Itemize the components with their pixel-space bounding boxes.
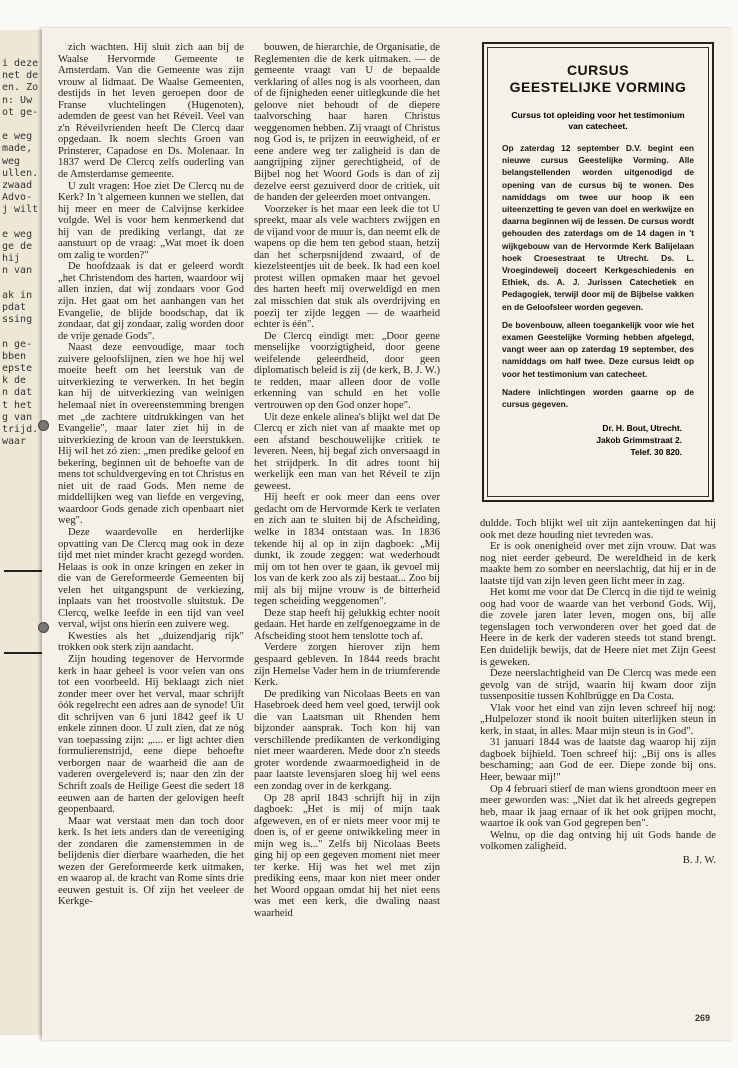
announcement-paragraph: Nadere inlichtingen worden gaarne op de cursus gegeven. (502, 386, 694, 410)
paragraph: Vlak voor het eind van zijn leven schreef hij nog: „Hulpelozer stond ik nooit buiten uiterlijken steun in kerk, in staat, in alles. Maar mijn steun is in God". (480, 702, 716, 737)
paragraph: Uit deze enkele alinea's blijkt wel dat De Clercq er zich niet van af maakte met op een afstand beschouwelijke critiek te leveren. Neen, hij begaf zich onversaagd in het strijdperk. In dit adres toont hij werkelijk een man van het Réveil te zijn geweest. (254, 411, 440, 492)
paragraph: Op 28 april 1843 schrijft hij in zijn dagboek: „Het is mij of mijn taak afgeweven, en of er niets meer voor mij te doen is, of er geene ontwikkeling meer in mijn weg is..." Zelfs bij Nicolaas Beets ging hij op een gegeven moment niet meer ter kerke. Hij was het wel met zijn prediking eens, maar kon niet meer onder het Woord opgaan omdat hij het niet eens was met een kerk, die dwaling naast waarheid (254, 792, 440, 920)
paragraph: Naast deze eenvoudige, maar toch zuivere geloofslijnen, zien we hoe hij wel moeite heeft om het leerstuk van de uitverkiezing te verwerken. In het begin kan hij de uitverkiezing van weinigen helemaal niet in overeenstemming brengen met „de zachtere uitdrukkingen van het Evangelie", maar later ziet hij in de uitverkiezing de kroon van de leerstukken. Hij wil het zó zien: „men predike geloof en bekering, beginnen uit de behoefte van de mens tot schuldvergeving en tot Christus en niet uit de raad Gods. Men neme de middellijken weg van liefde en vergeving, waardoor Gods genade zich openbaart niet weg". (58, 342, 244, 527)
signature-line: Telef. 30 820. (630, 447, 682, 458)
paragraph: zich wachten. Hij sluit zich aan bij de Waalse Hervormde Gemeente te Amsterdam. Van die Gemeente was zijn vrouw al lidmaat. De Waalse Gemeenten, destijds in het leven geroepen door de Franse vluchtelingen (Hugenoten), ademden de geest van het Réveil. Veel van z'n Réveilvrienden heeft De Clercq daar opgedaan. Ik noem slechts Groen van Prinsterer, Capadose en Ds. Molenaar. In 1837 werd De Clercq zelfs ouderling van de Amsterdamse gemeente. (58, 42, 244, 181)
announcement-subtitle: Cursus tot opleiding voor het testimonium van catecheet. (511, 110, 685, 131)
paragraph: Het komt me voor dat De Clercq in die tijd te weinig oog had voor de waarde van het verbond Gods. Wij, die zovele jaren later leven, mogen ons, bij alle tegenslagen toch verwonderen over het goed dat de Heere in de kerk der vaderen steeds tot stand brengt. Een duidelijk bewijs, dat de Heere niet met Zijn Geest is geweken. (480, 587, 716, 668)
article-column-3 (480, 518, 716, 866)
announcement-paragraph: Op zaterdag 12 september D.V. begint een nieuwe cursus Geestelijke Vorming. Alle belangstellenden worden uitgenodigd de opening van de cursus bij te wonen. Des namiddags om twee uur hoop ik een uiteenzetting te geven van doel en werkwijze en daarna beginnen wij de lessen. De cursus wordt gehouden des zaterdags om de 14 dagen in 't wijkgebouw van de Hervormde Kerk Balijelaan hoek Croesestraat te Utrecht. Ds. L. Vroegindeweij doceert Kerkgeschiedenis en Ethiek, ds. A. J. Jurissen Catechetiek en Pedagogiek, terwijl door mij de Bijbelse vakken en de Geloofsleer worden gegeven. (502, 143, 694, 312)
signature-line: Dr. H. Bout, Utrecht. (602, 423, 682, 434)
previous-page-text-fragments: i deze net de en. Zo n: Uw ot ge- e weg made, weg ullen. zwaad Advo- j wilt e weg ge de hij n van ak in pdat ssing n ge- bben epste k de n dat t het g van trijd. waar (2, 58, 39, 448)
paragraph: Op 4 februari stierf de man wiens grondtoon meer en meer geworden was: „Niet dat ik het alreeds gegrepen heb, maar ik jaag ernaar of ik het ook grijpen mocht, waartoe ik ook van God gegrepen ben". (480, 783, 716, 830)
paragraph: Deze stap heeft hij gelukkig echter nooit gedaan. Het harde en zelfgenoegzame in de Afscheiding stoot hem tenslotte toch af. (254, 607, 440, 642)
paragraph: De prediking van Nicolaas Beets en van Hasebroek deed hem veel goed, terwijl ook die van Laatsman uit Rhenden hem bijzonder aansprak. Toch kon hij van verschillende predikanten de verkondiging niet meer waarderen. Mede door z'n steeds groter wordende zwaarmoedigheid in de paar laatste levensjaren sloeg hij wel eens een zondag over in de kerkgang. (254, 688, 440, 792)
course-announcement-box (482, 42, 714, 502)
binder-ring-icon (38, 420, 49, 431)
author-initials: B. J. W. (682, 854, 716, 866)
paragraph: Welnu, op die dag ontving hij uit Gods hande de volkomen zaligheid. (480, 829, 716, 853)
paragraph: Verdere zorgen hierover zijn hem gespaard gebleven. In 1844 reeds bracht zijn Hemelse Vader hem in de triumferende Kerk. (254, 642, 440, 689)
paragraph: Kwesties als het „duizendjarig rijk" trokken ook sterk zijn aandacht. (58, 630, 244, 654)
paragraph: Er is ook onenigheid over met zijn vrouw. Dat was nog niet eerder gebeurd. De wereldheid in de kerk maakte hem zo somber en neerslachtig, dat hij er in de laatste tijd van zijn leven geen licht meer in zag. (480, 541, 716, 587)
paragraph: 31 januari 1844 was de laatste dag waarop hij zijn dagboek bijhield. Toen schreef hij: „Bij ons is alles beschaming; aan God de eer. Diepe zonde bij ons. Heer, bewaar mij!" (480, 737, 716, 784)
paragraph: Maar wat verstaat men dan toch door kerk. Is het iets anders dan de vereeniging der zondaren die zamenstemmen in de belijdenis dier dierbare waarheden, die het wezen der Gereformeerde kerk uitmaken, en waarop al. de kracht van Rome sints drie eeuwen gestuit is. Of zijn het veeleer de Kerkge- (58, 815, 244, 908)
paragraph: bouwen, de hierarchie, de Organisatie, de Reglementen die de kerk uitmaken. — de gemeente vraagt van U de bepaalde verklaring of alles nog is als voorheen, dan of de fijnigheden eener uitlegkunde die het geloove niet behoudt of de diepere taalvorsching haar haren Christus weggenomen hebben. Zij vraagt of Christus nog God is, te prijzen in eeuwigheid, of er eene andere weg ter zaligheid is dan de aangrijping zijner gerechtigheid, of de Bijbel nog het Woord Gods is dan of zij dezelve eerst gezuiverd door de critiek, uit de handen der geleerden moet ontvangen. (254, 42, 440, 204)
paragraph: De Clercq eindigt met: „Door geene menselijke voorzigtigheid, door geene weifelende geleerdheid, door geen diplomatisch beleid is zij (de kerk, B. J. W.) te redden, maar alleen door de volle erkenning van schuld en het volle vertrouwen op den God onzer hope". (254, 330, 440, 411)
article-page (42, 28, 732, 1040)
paragraph: Zijn houding tegenover de Hervormde kerk in haar geheel is voor velen van ons tot een voorbeeld. Hij beklaagt zich niet zonder meer over het verval, maar schrijft óók regelrecht een adres aan de synode! Uit dit schrijven van 6 juni 1842 geef ik U enkele zinnen door. U zult zien, dat ze nóg van toepassing zijn: „.... er ligt achter dien formulierenstrijd, eene diepe behoefte verborgen naar de waarheid die aan de vaderen overgeleverd is; naar den zin der Schrift zoals de Heilige Geest die sedert 18 eeuwen aan de harten der gelovigen heeft geopenbaard. (58, 653, 244, 816)
announcement-inner-frame (487, 47, 709, 497)
binder-ring-icon (38, 622, 49, 633)
page-number: 269 (694, 1013, 710, 1023)
paragraph: De hoofdzaak is dat er geleerd wordt „het Christendom des harten, waardoor wij allen inzien, dat wij zondaars voor God zijn. Het gaat om het aanhangen van het Evangelie, de blijde boodschap, dat ik zondaar, dat gij zondaar, zalig worden door de vrije genade Gods". (58, 261, 244, 342)
paragraph: U zult vragen: Hoe ziet De Clercq nu de Kerk? In 't algemeen kunnen we stellen, dat hij meer en meer de Calvijnse kerkidee volgde. Wel is voor hem kenmerkend dat hij van de prediking verlangt, dat ze aanstuurt op de vraag: „Wat moet ik doen om zalig te worden?" (58, 180, 244, 261)
paragraph: Deze neerslachtigheid van De Clercq was mede een gevolg van de strijd, waarin hij kwam door zijn tussenpositie tussen Kohlbrügge en Da Costa. (480, 668, 716, 703)
announcement-title (502, 62, 694, 96)
article-column-2 (254, 42, 440, 920)
paragraph: Hij heeft er ook meer dan eens over gedacht om de Hervormde Kerk te verlaten en zich aan te sluiten bij de Afscheiding, welke in 1834 ontstaan was. In 1836 tekende hij al op in zijn dagboek: „Mij dunkt, ik zoude zeggen: wat wederhoudt mij om tot hen over te gaan, ik gevoel mij los van de kerk zoo als zij bestaat... Zoo bij mij als bij mijne vrouw is de bitterheid tegen scheiding weggenomen". (254, 492, 440, 608)
signature-line: Jakob Grimmstraat 2. (596, 435, 682, 446)
announcement-title-line-2: GEESTELIJKE VORMING (509, 79, 687, 95)
previous-page-box-edge (4, 570, 44, 654)
article-column-1 (58, 42, 244, 908)
announcement-body (502, 142, 694, 410)
previous-page-edge (0, 30, 45, 1035)
announcement-paragraph: De bovenbouw, alleen toegankelijk voor wie het examen Geestelijke Vorming hebben afgelegd, vangt weer aan op zaterdag 19 september, des namiddags om half twee. Deze cursus leidt op voor het testimonium van catecheet. (502, 319, 694, 379)
announcement-signature (502, 422, 694, 458)
paragraph: Voorzeker is het maar een leek die tot U spreekt, maar als vele wachters zwijgen en de vijand voor de muur is, dan neemt elk de wapens op die hem ten gebod staan, hetzij dan het scherpsnijdend zwaard, of de kiezelsteentjes uit de beek. Ik had een koel protest willen opmaken maar het gevoel des harten heeft mij overweldigd en men zal misschien dat stuk als overdrijving en poezij ter zijde leggen — de waarheid echter is één". (254, 203, 440, 331)
paragraph: duldde. Toch blijkt wel uit zijn aantekeningen dat hij ook met deze houding niet tevreden was. (480, 518, 716, 541)
paragraph: Deze waardevolle en herderlijke opvatting van De Clercq mag ook in deze tijd met niet minder kracht gezegd worden. Helaas is ook in onze kringen en zeker in die van de Gereformeerde Gemeenten bij velen het uitgangspunt de verkiezing, inplaats van het troostvolle sluitstuk. De Clercq, welke leefde in een tijd van veel verval, wijst ons hierin een zuivere weg. (58, 526, 244, 631)
announcement-title-line-1: CURSUS (566, 62, 630, 78)
